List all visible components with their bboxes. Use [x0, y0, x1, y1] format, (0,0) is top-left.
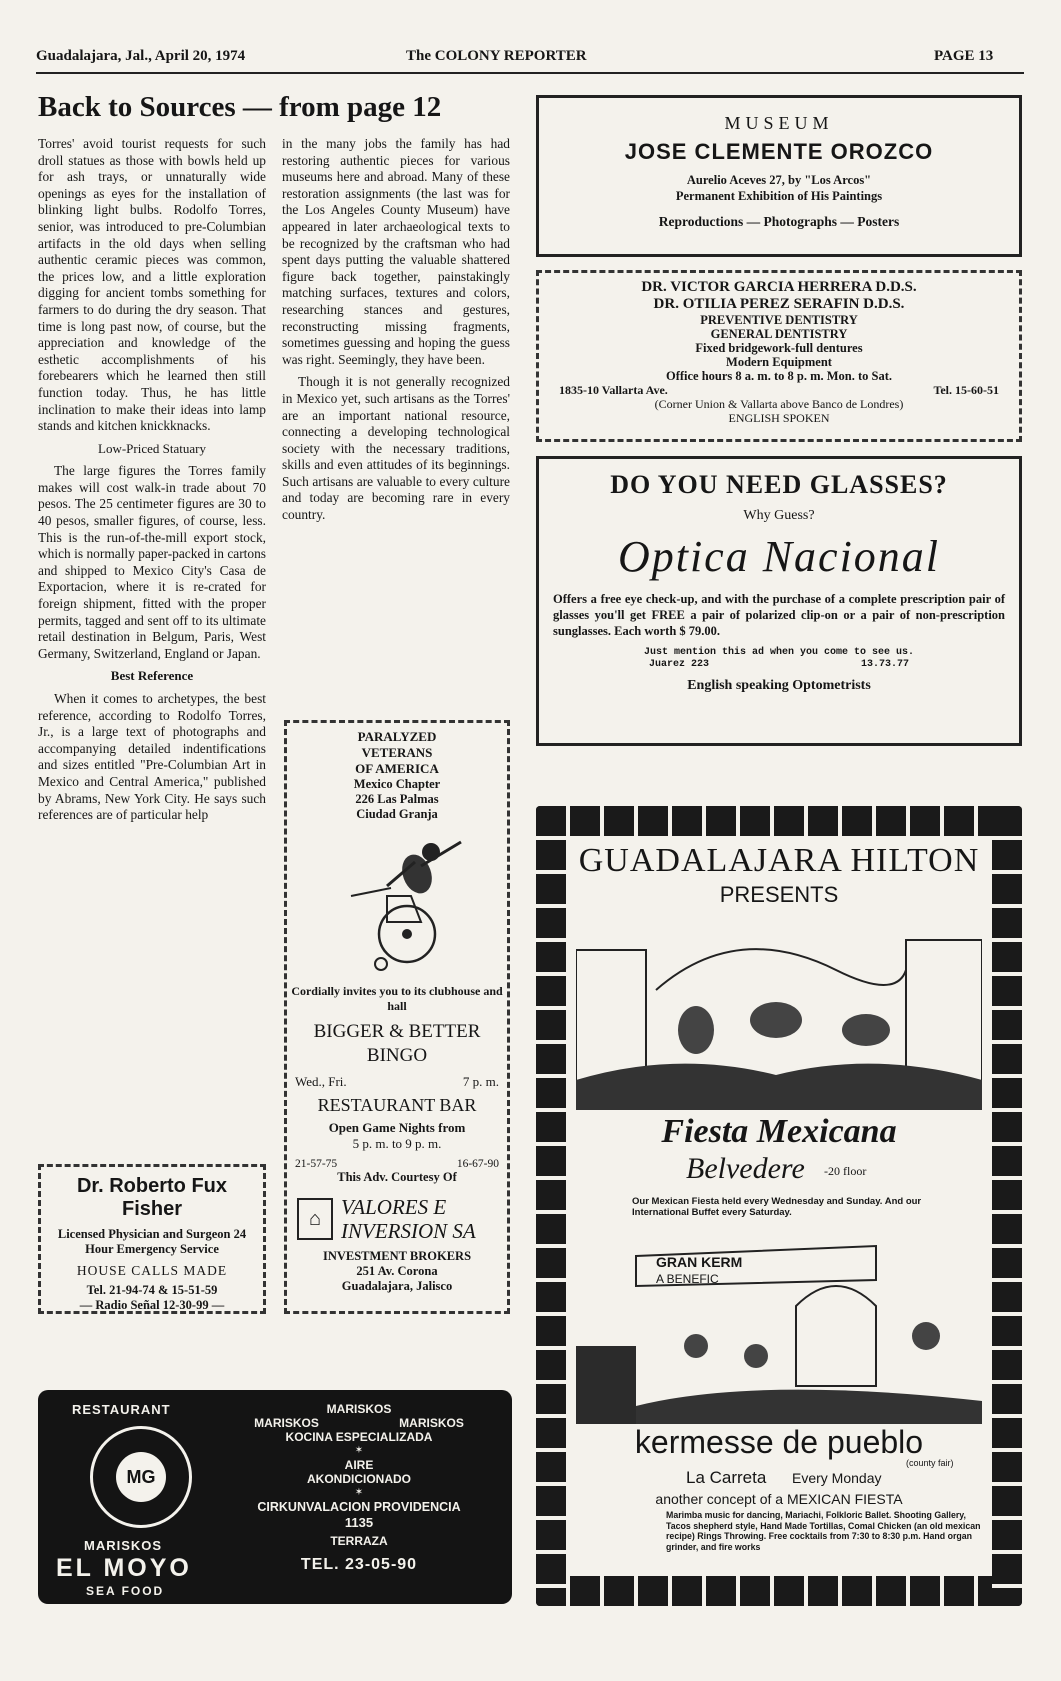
separator-star-icon: ✶ — [354, 1445, 364, 1456]
header-rule — [36, 72, 1024, 74]
county-fair: (county fair) — [906, 1458, 954, 1468]
akondicionado-line: AKONDICIONADO — [307, 1472, 411, 1486]
veterans-invite: Cordially invites you to its clubhouse and hall — [291, 984, 503, 1013]
valores-logo — [297, 1195, 503, 1243]
address-number: 1135 — [344, 1515, 374, 1530]
kermesse-title: kermesse de pueblo — [634, 1424, 924, 1460]
mexican-fiesta-line: another concept of a MEXICAN FIESTA — [655, 1491, 903, 1507]
doctor-services: Licensed Physician and Surgeon 24 Hour Emergency Service — [57, 1227, 247, 1256]
dentist-equipment: Modern Equipment — [726, 355, 832, 369]
bingo-headline-1: BIGGER & BETTER — [313, 1021, 481, 1042]
glasses-phone: 13.73.77 — [860, 659, 909, 670]
separator-star-icon: ✶ — [354, 1487, 364, 1498]
dentist-english: ENGLISH SPOKEN — [728, 411, 830, 425]
hilton-name: GUADALAJARA HILTON — [578, 842, 980, 879]
optica-brand: Optica Nacional — [617, 532, 941, 581]
veterans-phone-2: 16-67-90 — [456, 1158, 499, 1170]
crab-logo-icon — [90, 1426, 192, 1528]
mariskos-right: MARISKOS — [399, 1416, 464, 1430]
dentist-ad — [536, 270, 1022, 442]
article-paragraph: in the many jobs the family has had restoring authentic pieces for various museums here and abroad. Many of these restoration assignments (the last was for the Los Angeles County Museum) have appeared in later archaeological texts to be recognized by the craftsman who had spent days putting the valuable shattered figure back together, painstakingly matching surfaces, textures and colors, researching stances and gestures, reconstructing missing fragments, sometimes guessing and hoping the guess was right. Seemingly, they have been. — [282, 136, 510, 367]
decorative-border-top — [536, 806, 1022, 836]
restaurant-name: EL MOYO — [56, 1554, 192, 1582]
brokers-city: Guadalajara, Jalisco — [341, 1279, 453, 1293]
la-carreta: La Carreta — [686, 1468, 767, 1487]
investment-brokers: INVESTMENT BROKERS — [322, 1249, 472, 1263]
glasses-footer: English speaking Optometrists — [687, 678, 871, 693]
museum-name: JOSE CLEMENTE OROZCO — [624, 139, 934, 164]
restaurant-ad — [38, 1390, 512, 1604]
mariskos-left: MARISKOS — [254, 1416, 319, 1430]
dentist-address: 1835-10 Vallarta Ave. — [559, 383, 668, 397]
subhead-low-priced: Low-Priced Statuary — [98, 440, 206, 456]
aire-line: AIRE — [344, 1458, 374, 1472]
wheelchair-illustration — [291, 826, 503, 980]
veterans-title-2: VETERANS — [361, 745, 433, 760]
banner-gran-kermesse: GRAN KERM — [656, 1254, 743, 1270]
veterans-address: 226 Las Palmas — [355, 792, 439, 806]
restaurant-bar: RESTAURANT BAR — [317, 1095, 477, 1115]
article-column-1 — [38, 136, 266, 1152]
glasses-offer: Offers a free eye check-up, and with the purchase of a complete prescription pair of glasses you'll get FREE a pair of polarized clip-on or a pair of non-prescription sunglasses. Each worth $ 79.00. — [553, 592, 1005, 638]
decorative-border-right — [992, 806, 1022, 1606]
doctor-radio: — Radio Señal 12-30-99 — — [79, 1298, 225, 1312]
hilton-presents: PRESENTS — [719, 882, 839, 907]
restaurant-details — [214, 1402, 504, 1572]
veterans-title-1: PARALYZED — [357, 729, 437, 744]
dentist-phone: Tel. 15-60-51 — [933, 383, 999, 397]
dentist-bridgework: Fixed bridgework-full dentures — [695, 341, 863, 355]
veterans-title-3: OF AMERICA — [355, 761, 439, 776]
veterans-ad — [284, 720, 510, 1314]
museum-address: Aurelio Aceves 27, by "Los Arcos" — [686, 173, 872, 187]
brokers-address: 251 Av. Corona — [356, 1264, 438, 1278]
museum-exhibition: Permanent Exhibition of His Paintings — [675, 189, 883, 203]
glasses-mention: Just mention this ad when you come to see us. — [643, 647, 915, 658]
kermesse-illustration — [576, 1226, 982, 1424]
veterans-city: Ciudad Granja — [356, 807, 438, 821]
museum-ad — [536, 95, 1022, 257]
game-nights: Open Game Nights from — [328, 1120, 466, 1135]
dentist-name-1: DR. VICTOR GARCIA HERRERA D.D.S. — [641, 279, 917, 295]
mariskos-pair — [214, 1416, 504, 1430]
valores-logo-line-1: VALORES E — [341, 1195, 447, 1219]
fiesta-mexicana-title: Fiesta Mexicana — [661, 1113, 897, 1150]
museum-products: Reproductions — Photographs — Posters — [658, 214, 900, 229]
article-headline: Back to Sources — from page 12 — [38, 91, 442, 123]
bingo-days: Wed., Fri. — [295, 1074, 347, 1089]
article-paragraph: The large figures the Torres family makes will cost walk-in trade about 70 pesos. The 25 centimeter figures are 30 to 40 pesos, smaller figures, of course, less. This is the run-of-the-mill export stock, which is normally paper-packed in cartons and shipped to Mexico City's Casa de Exportacion, where it is re-crated for foreign shipment, fitted with the proper permits, tagged and sent off to its ultimate retail destination in Belgum, Paris, West Germany, Switzerland, England or Japan. — [38, 463, 266, 661]
doctor-ad — [38, 1164, 266, 1314]
valores-logo-line-2: INVERSION SA — [341, 1219, 476, 1243]
fiesta-schedule: Our Mexican Fiesta held every Wednesday and Sunday. And our International Buffet every Saturday. — [632, 1196, 922, 1218]
address-street: CIRKUNVALACION PROVIDENCIA — [257, 1500, 461, 1514]
glasses-headline: DO YOU NEED GLASSES? — [610, 470, 948, 499]
dentist-preventive: PREVENTIVE DENTISTRY — [700, 313, 858, 327]
dentist-general: GENERAL DENTISTRY — [710, 327, 848, 341]
veterans-phones — [291, 1158, 503, 1170]
banner-beneficio: A BENEFIC — [656, 1272, 719, 1286]
doctor-name-1: Dr. Roberto Fux — [76, 1175, 227, 1197]
article-paragraph: When it comes to archetypes, the best reference, according to Rodolfo Torres, Jr., is a large text of photographs and accompanying detailed indentifications and sizes entitled "Pre-Columbian Art in Mexico and Central America," published by Abrams, New York City. He says such references are of particular help — [38, 691, 266, 823]
doctor-name-2: Fisher — [121, 1198, 183, 1220]
decorative-border-bottom — [536, 1576, 1022, 1606]
every-monday: Every Monday — [792, 1470, 882, 1486]
fiesta-crowd-illustration — [576, 910, 982, 1110]
newspaper-name: The COLONY REPORTER — [406, 48, 587, 64]
veterans-phone-1: 21-57-75 — [295, 1158, 338, 1170]
dentist-hours: Office hours 8 a. m. to 8 p. m. Mon. to Sat. — [665, 369, 893, 383]
game-hours: 5 p. m. to 9 p. m. — [352, 1136, 442, 1151]
kocina-line: KOCINA ESPECIALIZADA — [285, 1430, 433, 1444]
kermesse-details: Marimba music for dancing, Mariachi, Folkloric Ballet. Shooting Gallery, Tacos shepherd style, Hand Made Tortillas, Comal Chicken (an old mexican recipe) Rings Throwing. Free cocktails from 7:30 to 8:30 p.m. Hand organ grinder, and fire works — [666, 1510, 981, 1552]
article-column-2 — [282, 136, 510, 696]
restaurant-label: RESTAURANT — [72, 1402, 171, 1417]
courtesy-line: This Adv. Courtesy Of — [337, 1170, 457, 1184]
hilton-ad — [536, 806, 1022, 1606]
dateline: Guadalajara, Jal., April 20, 1974 — [36, 48, 246, 64]
doctor-phones: Tel. 21-94-74 & 15-51-59 — [86, 1283, 218, 1297]
mariskos-line: MARISKOS — [326, 1402, 392, 1416]
glasses-address: Juarez 223 — [649, 659, 710, 670]
dentist-address-row — [549, 383, 1009, 397]
subhead-best-reference: Best Reference — [110, 668, 194, 684]
glasses-subhead: Why Guess? — [743, 508, 815, 523]
dentist-name-2: DR. OTILIA PEREZ SERAFIN D.D.S. — [653, 296, 905, 312]
belvedere-title: Belvedere — [686, 1152, 805, 1185]
logo-monogram: MG — [116, 1452, 166, 1502]
veterans-chapter: Mexico Chapter — [353, 777, 441, 791]
bingo-schedule — [291, 1074, 503, 1090]
bingo-headline-2: BINGO — [366, 1045, 428, 1066]
decorative-border-left — [536, 806, 566, 1606]
article-paragraph: Though it is not generally recognized in Mexico yet, such artisans as the Torres' are an important national resource, connecting a developing technological society with the necessary traditions, skills and even attitudes of its beginnings. Such artisans are valuable to every culture and today are becoming rare in every country. — [282, 374, 510, 523]
valores-emblem-icon: ⌂ — [297, 1198, 333, 1240]
restaurant-phone: TEL. 23-05-90 — [300, 1556, 418, 1573]
article-paragraph: Torres' avoid tourist requests for such droll statues as those with bowls held up for ash trays, or unnaturally wide openings as eyes for the installation of blinking light bulbs. Rodolfo Torres, senior, was introduced to pre-Columbian artifacts in the old days when selling authentic ceramic pieces was common, the prices low, and a little exploration digging for ancient tombs something for farmers to do during the dry season. That time is long past now, of course, but the appreciation and knowledge of the esthetic accomplishments of his forebearers which he learned then still function today. Thus, he has little inclination to make their ideas into lamp stands and kitchen knickknacks. — [38, 136, 266, 434]
glasses-contact — [553, 659, 1005, 671]
restaurant-seafood: SEA FOOD — [86, 1584, 165, 1598]
belvedere-floor: -20 floor — [824, 1164, 867, 1178]
restaurant-mariskos: MARISKOS — [84, 1538, 163, 1553]
terraza-line: TERRAZA — [330, 1534, 388, 1548]
museum-label: MUSEUM — [724, 113, 834, 133]
house-calls: HOUSE CALLS MADE — [76, 1263, 228, 1278]
bingo-time: 7 p. m. — [462, 1074, 499, 1089]
page-number: PAGE 13 — [934, 48, 994, 64]
dentist-location: (Corner Union & Vallarta above Banco de Londres) — [654, 397, 904, 411]
optica-ad — [536, 456, 1022, 746]
